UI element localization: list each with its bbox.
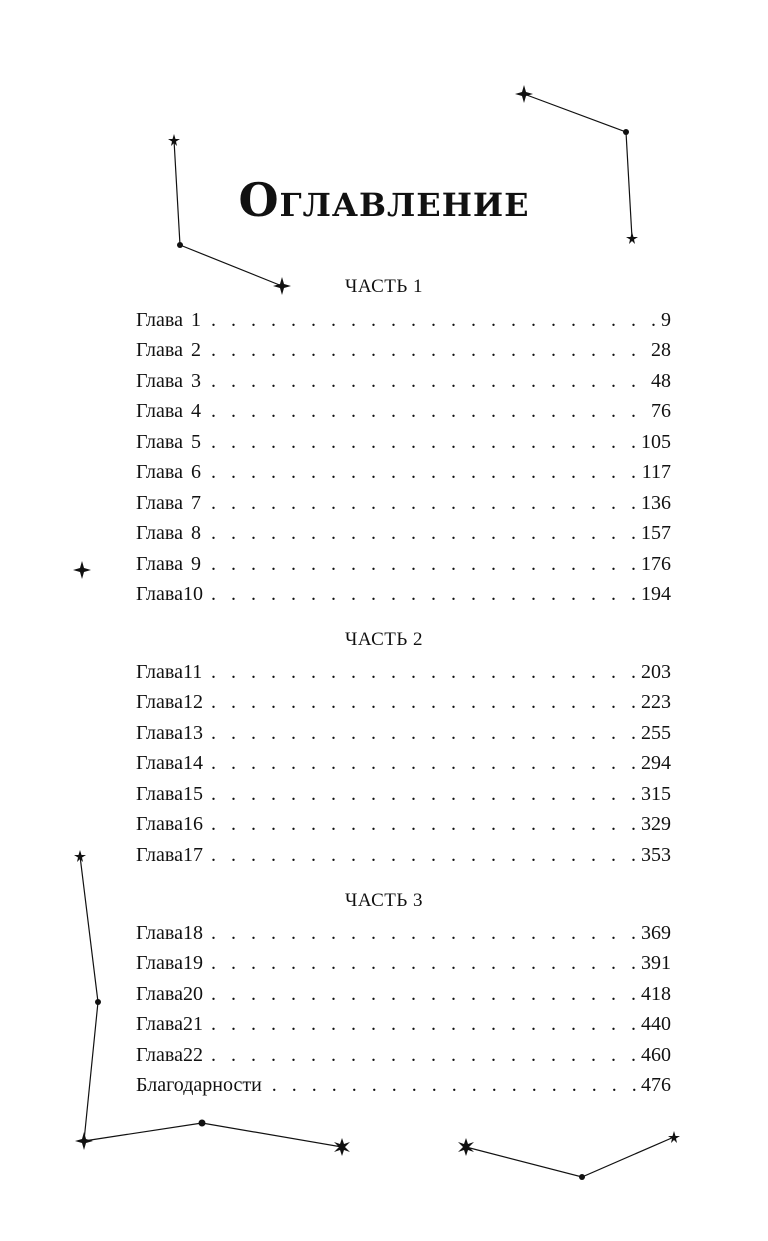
entry-label: Глава xyxy=(136,922,183,944)
toc-entry[interactable] xyxy=(136,552,671,576)
dot-leader xyxy=(211,552,637,576)
page-number: 329 xyxy=(641,813,671,835)
dot-leader xyxy=(211,690,637,714)
dot-leader xyxy=(211,982,637,1006)
entry-number: 15 xyxy=(182,783,203,805)
entry-number: 1 xyxy=(190,309,201,331)
part-heading: ЧАСТЬ 1 xyxy=(344,276,424,297)
page-number: 117 xyxy=(641,461,671,483)
page-number: 136 xyxy=(641,492,671,514)
page-number: 203 xyxy=(641,661,671,683)
dot-leader xyxy=(211,308,657,332)
entry-number: 10 xyxy=(182,583,203,605)
page-number: 28 xyxy=(651,339,671,361)
entry-label: Глава xyxy=(136,1044,183,1066)
toc-entry[interactable] xyxy=(136,430,671,454)
page-number: 476 xyxy=(641,1074,671,1096)
entry-number: 12 xyxy=(182,691,203,713)
entry-number: 8 xyxy=(190,522,201,544)
toc-entry[interactable] xyxy=(136,521,671,545)
entry-label: Благодарности xyxy=(136,1074,262,1096)
entry-number: 13 xyxy=(182,722,203,744)
entry-label: Глава xyxy=(136,952,183,974)
dot-leader xyxy=(211,843,637,867)
dot-leader xyxy=(211,369,647,393)
dot-leader xyxy=(211,399,647,423)
entry-number: 17 xyxy=(182,844,203,866)
entry-number: 21 xyxy=(182,1013,203,1035)
part-heading: ЧАСТЬ 3 xyxy=(344,890,424,911)
dot-leader xyxy=(211,751,637,775)
dot-leader xyxy=(211,491,637,515)
entry-label: Глава xyxy=(136,722,183,744)
dot-leader xyxy=(211,460,638,484)
dot-leader xyxy=(211,430,637,454)
dot-leader xyxy=(211,951,637,975)
entry-label: Глава xyxy=(136,492,183,514)
entry-number: 7 xyxy=(190,492,201,514)
page-number: 194 xyxy=(641,583,671,605)
dot-leader xyxy=(211,521,637,545)
entry-number: 19 xyxy=(182,952,203,974)
entry-label: Глава xyxy=(136,583,183,605)
entry-number: 11 xyxy=(182,661,203,683)
entry-label: Глава xyxy=(136,783,183,805)
dot-leader xyxy=(272,1073,637,1097)
toc-entry[interactable] xyxy=(136,690,671,714)
dot-leader xyxy=(211,1012,637,1036)
entry-label: Глава xyxy=(136,661,183,683)
page-title: Оглавление xyxy=(238,173,530,227)
page-number: 9 xyxy=(661,309,671,331)
entry-number: 4 xyxy=(190,400,201,422)
entry-number: 22 xyxy=(182,1044,203,1066)
toc-entry[interactable] xyxy=(136,812,671,836)
toc-entry[interactable] xyxy=(136,338,671,362)
entry-label: Глава xyxy=(136,339,183,361)
entry-number: 9 xyxy=(190,553,201,575)
toc-entry[interactable] xyxy=(136,491,671,515)
entry-label: Глава xyxy=(136,461,183,483)
dot-leader xyxy=(211,582,637,606)
dot-leader xyxy=(211,721,637,745)
page-number: 157 xyxy=(641,522,671,544)
toc-entry[interactable] xyxy=(136,399,671,423)
entry-number: 6 xyxy=(190,461,201,483)
toc-entry[interactable] xyxy=(136,1073,671,1097)
page-number: 391 xyxy=(641,952,671,974)
entry-number: 16 xyxy=(182,813,203,835)
page-number: 315 xyxy=(641,783,671,805)
dot-leader xyxy=(211,660,637,684)
dot-leader xyxy=(211,338,647,362)
toc-entry[interactable] xyxy=(136,843,671,867)
dot-leader xyxy=(211,1043,637,1067)
dot-leader xyxy=(211,782,637,806)
dot-leader xyxy=(211,921,637,945)
entry-number: 2 xyxy=(190,339,201,361)
toc-entry[interactable] xyxy=(136,369,671,393)
toc-entry[interactable] xyxy=(136,660,671,684)
toc-entry[interactable] xyxy=(136,751,671,775)
entry-label: Глава xyxy=(136,431,183,453)
page-number: 105 xyxy=(641,431,671,453)
toc-entry[interactable] xyxy=(136,782,671,806)
page-number: 353 xyxy=(641,844,671,866)
entry-label: Глава xyxy=(136,522,183,544)
page-number: 294 xyxy=(641,752,671,774)
entry-number: 5 xyxy=(190,431,201,453)
entry-label: Глава xyxy=(136,553,183,575)
page-number: 460 xyxy=(641,1044,671,1066)
page-number: 369 xyxy=(641,922,671,944)
toc-entry[interactable] xyxy=(136,721,671,745)
toc-entry[interactable] xyxy=(136,951,671,975)
entry-label: Глава xyxy=(136,691,183,713)
toc-entry[interactable] xyxy=(136,460,671,484)
page-number: 176 xyxy=(641,553,671,575)
page-number: 76 xyxy=(651,400,671,422)
part-heading: ЧАСТЬ 2 xyxy=(344,629,424,650)
entry-label: Глава xyxy=(136,400,183,422)
entry-label: Глава xyxy=(136,1013,183,1035)
page-number: 48 xyxy=(651,370,671,392)
page-number: 418 xyxy=(641,983,671,1005)
page-number: 255 xyxy=(641,722,671,744)
entry-number: 14 xyxy=(182,752,203,774)
entry-label: Глава xyxy=(136,813,183,835)
toc-entry[interactable] xyxy=(136,982,671,1006)
entry-label: Глава xyxy=(136,752,183,774)
toc-entry[interactable] xyxy=(136,308,671,332)
page-number: 223 xyxy=(641,691,671,713)
entry-number: 18 xyxy=(182,922,203,944)
entry-number: 20 xyxy=(182,983,203,1005)
entry-number: 3 xyxy=(190,370,201,392)
toc-entry[interactable] xyxy=(136,1012,671,1036)
toc-entry[interactable] xyxy=(136,1043,671,1067)
entry-label: Глава xyxy=(136,844,183,866)
entry-label: Глава xyxy=(136,370,183,392)
page-number: 440 xyxy=(641,1013,671,1035)
entry-label: Глава xyxy=(136,309,183,331)
dot-leader xyxy=(211,812,637,836)
entry-label: Глава xyxy=(136,983,183,1005)
toc-entry[interactable] xyxy=(136,582,671,606)
toc-entry[interactable] xyxy=(136,921,671,945)
